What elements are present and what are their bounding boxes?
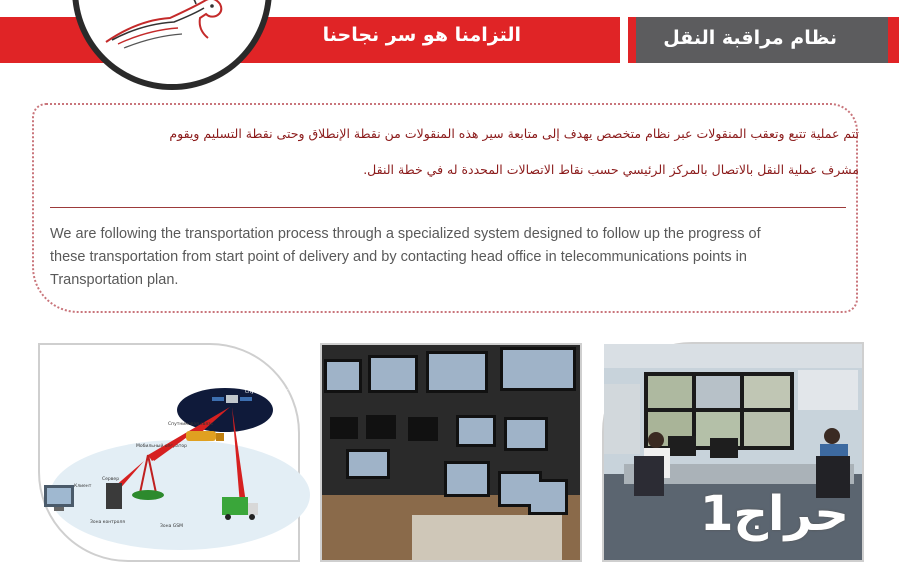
english-description-line-2: these transportation from start point of delivery and by contacting head office in telecommunications points in bbox=[50, 249, 747, 265]
header-accent-right bbox=[888, 17, 899, 63]
english-description-line-1: We are following the transportation process through a specialized system designed to follow up the progress of bbox=[50, 226, 761, 242]
slogan-text: التزامنا هو سر نجاحنا bbox=[322, 24, 521, 46]
watermark-text: حراج1 bbox=[700, 486, 849, 542]
tanker-truck-icon bbox=[186, 431, 224, 441]
client-label: Клиент bbox=[74, 484, 92, 489]
zone-control-label: Зона контроля bbox=[90, 520, 125, 525]
company-logo bbox=[72, 0, 272, 90]
description-divider bbox=[50, 207, 846, 208]
tracking-diagram-image bbox=[38, 343, 310, 562]
server-icon bbox=[106, 483, 122, 509]
zone-gsm-label: Зона GSM bbox=[160, 524, 183, 529]
english-description-line-3: Transportation plan. bbox=[50, 272, 179, 288]
horse-logo-icon bbox=[78, 0, 266, 84]
telecom-label: Спутниковая связь bbox=[168, 422, 214, 427]
header-accent-left bbox=[628, 17, 636, 63]
satellite-label: Спутник ГЛОНАСС или GPS bbox=[245, 390, 310, 395]
mobile-operator-label: Мобильный оператор bbox=[136, 444, 188, 449]
control-room-monitors-image bbox=[320, 343, 582, 562]
arabic-description-line-2: مشرف عملية النقل بالاتصال بالمركز الرئيسي حسب نقاط الاتصالات المحددة له في خطة النقل. bbox=[363, 162, 859, 177]
arabic-description-line-1: تتم عملية تتبع وتعقب المنقولات عبر نظام متخصص يهدف إلى متابعة سير هذه المنقولات من نقطة الإنطلاق وحتى نقطة التسليم ويقوم bbox=[169, 126, 859, 141]
header-divider bbox=[620, 17, 628, 63]
server-label: Сервер bbox=[102, 477, 120, 482]
page-title: نظام مراقبة النقل bbox=[663, 27, 837, 49]
